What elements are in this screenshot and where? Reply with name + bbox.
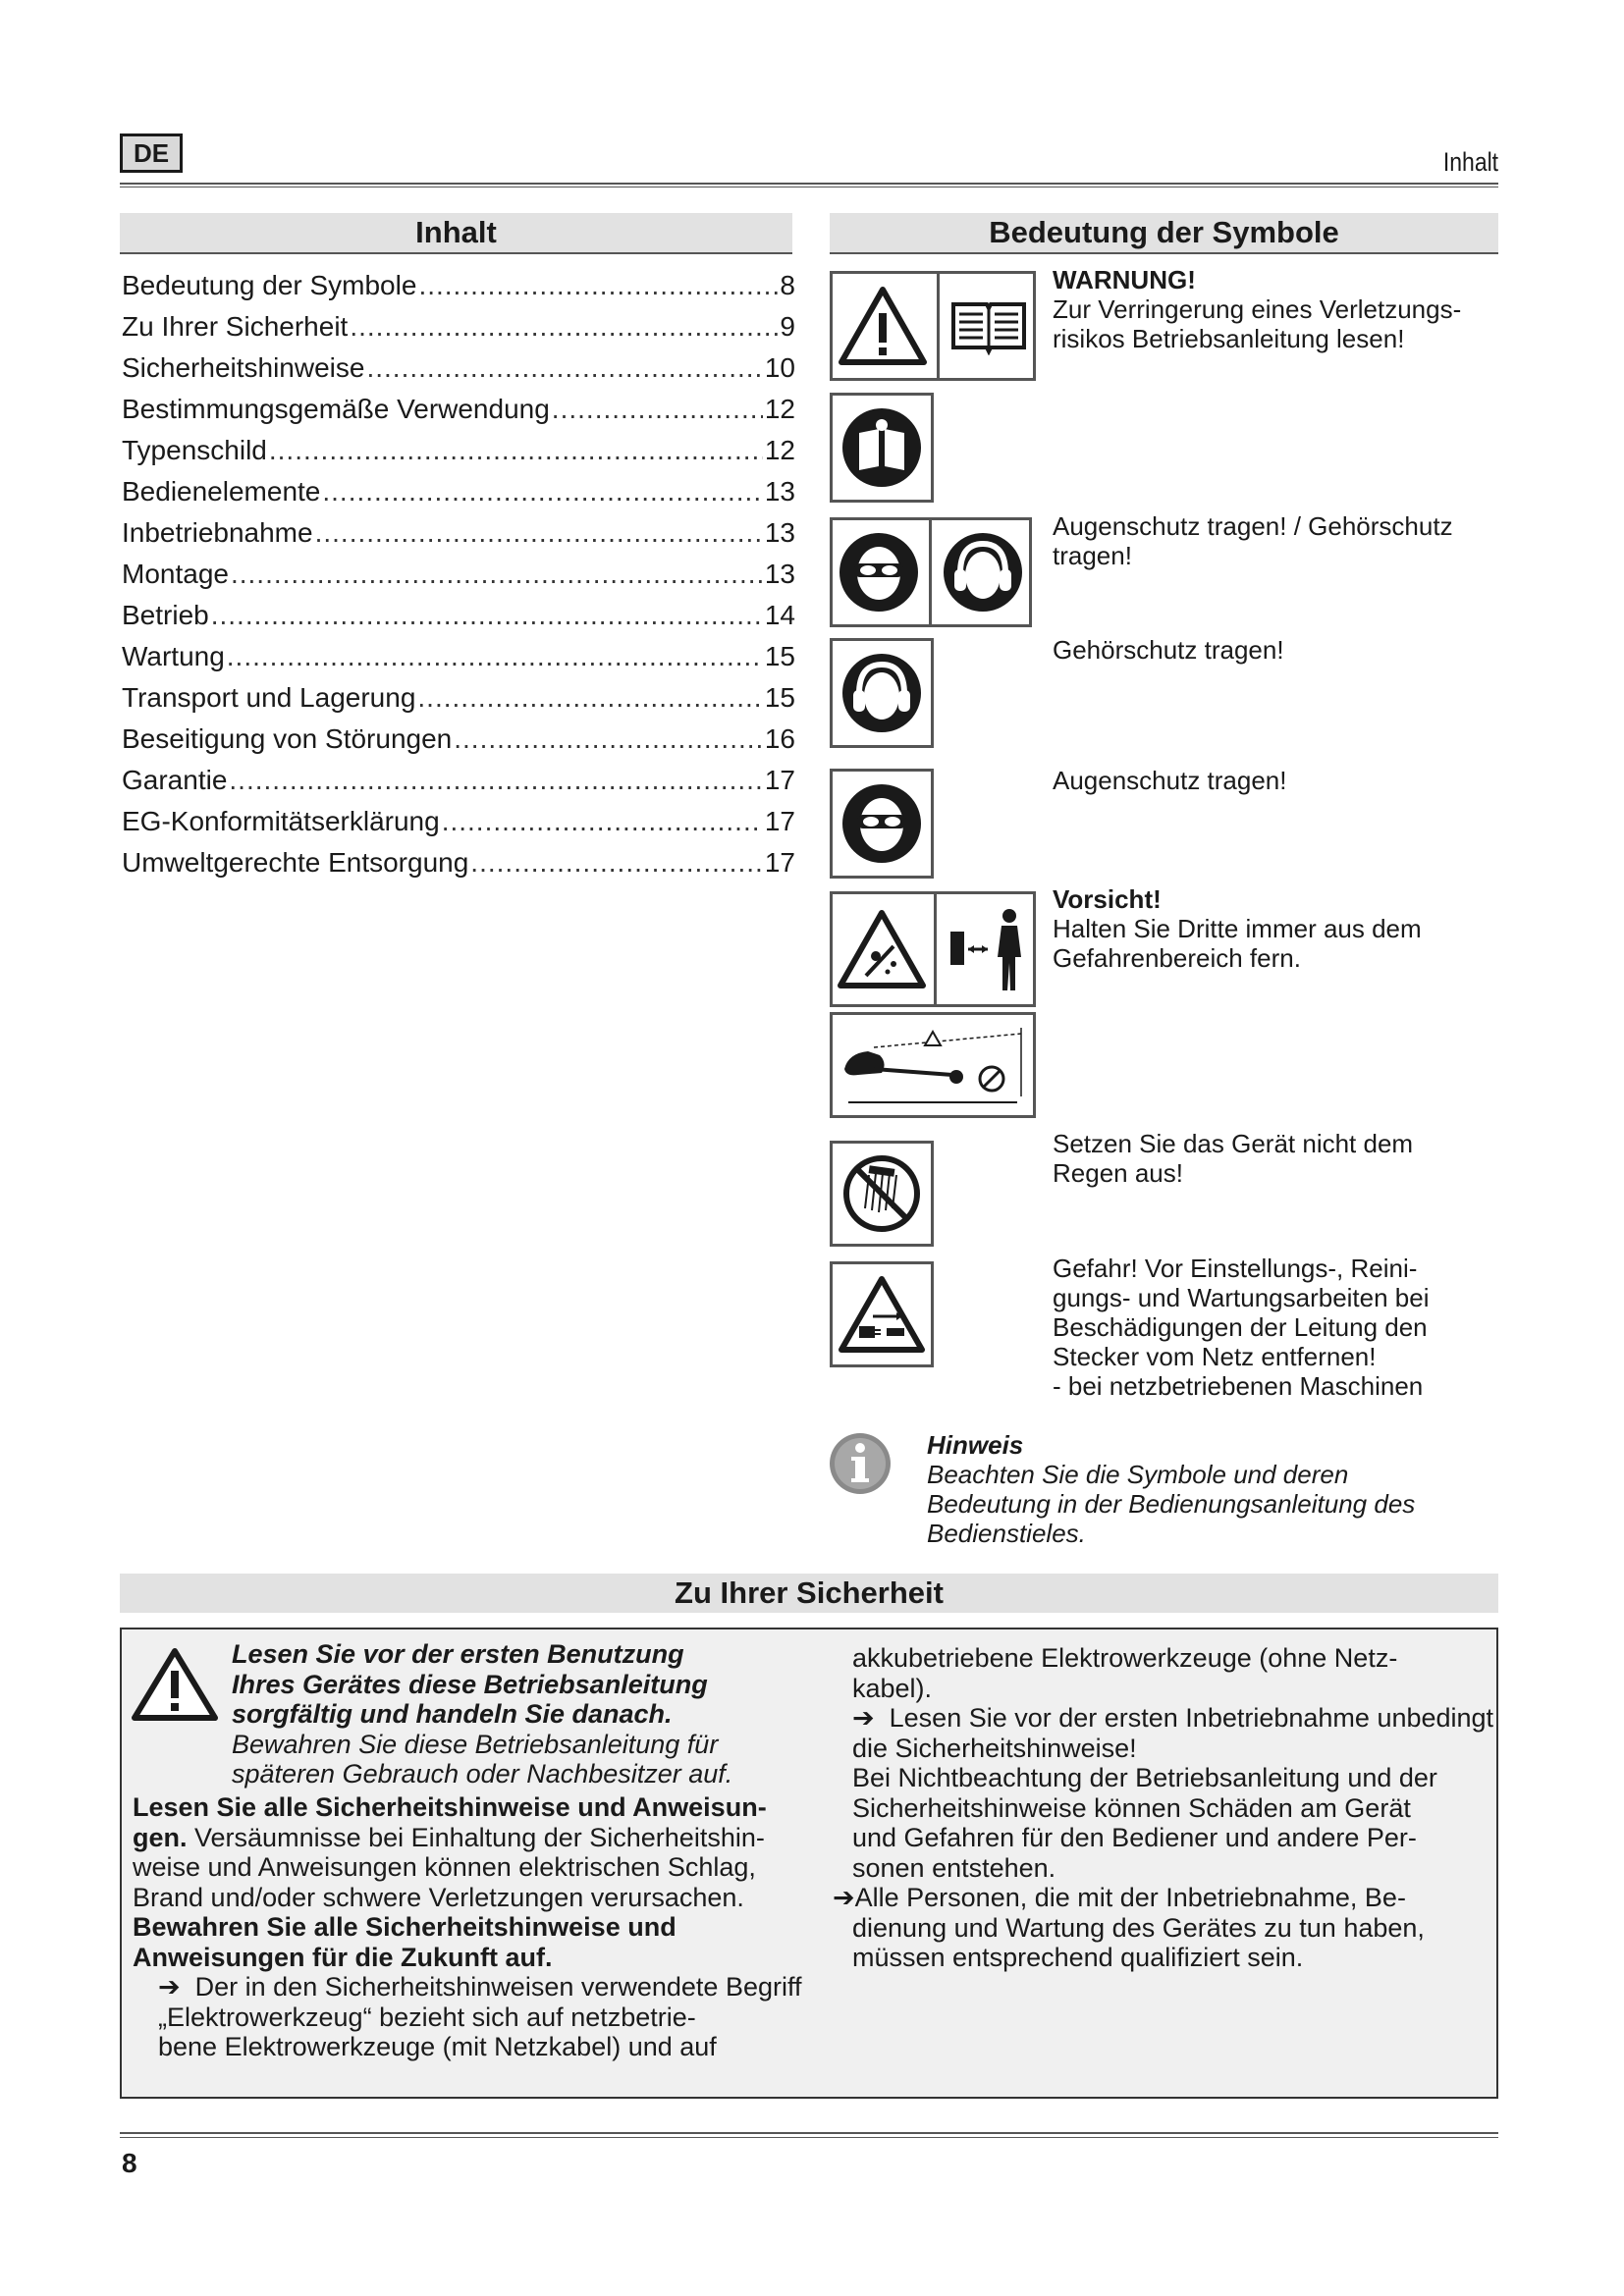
ear-protection-icon <box>839 651 924 735</box>
toc-entry[interactable]: Wartung ..... 15 <box>122 636 795 677</box>
eye-ear-text: Augenschutz tragen! / Gehörschutz tragen! <box>1053 511 1453 570</box>
note-text: Hinweis Beachten Sie die Symbole und deren Bedeutung in der Bedienungsanleitung des Bedienstieles. <box>927 1430 1416 1548</box>
unplug-symbol <box>830 1261 934 1367</box>
keep-distance-symbol <box>830 891 1036 1007</box>
caution-text: Vorsicht! Halten Sie Dritte immer aus dem Gefahrenbereich fern. <box>1053 884 1422 973</box>
toc-list <box>122 265 795 883</box>
ear-protection-icon <box>941 530 1025 614</box>
toc-entry[interactable]: Umweltgerechte Entsorgung ..... 17 <box>122 842 795 883</box>
no-rain-symbol <box>830 1141 934 1247</box>
manual-book-icon <box>949 296 1028 355</box>
safety-left-column: Lesen Sie alle Sicherheitshinweise und Anweisun- gen. Versäumnisse bei Einhaltung der Sicherheitshin- weise und Anweisungen können elektrischen Schlag, Brand und/oder schwere Verletzungen verursachen. Bewahren Sie alle Sicherheitshinweise und Anweisungen für die Zukunft auf. ➔ Der in den Sicherheitshinweisen verwendete Begriff „Elektrowerkzeug“ bezieht sich auf netzbetrie- bene Elektrowerkzeuge (mit Netzkabel) und auf <box>133 1792 802 2061</box>
toc-entry[interactable]: Sicherheitshinweise ..... 10 <box>122 347 795 389</box>
toc-entry[interactable]: Inbetriebnahme ..... 13 <box>122 512 795 554</box>
trimmer-safety-distance-icon <box>835 1018 1031 1112</box>
eye-protection-icon <box>837 530 921 614</box>
safety-heading: Zu Ihrer Sicherheit <box>120 1574 1498 1613</box>
toc-entry[interactable]: Bedeutung der Symbole ..... 8 <box>122 265 795 306</box>
danger-text: Gefahr! Vor Einstellungs-, Reini- gungs- und Wartungsarbeiten bei Beschädigungen der Leitung den Stecker vom Netz entfernen! - bei netzbetriebenen Maschinen <box>1053 1254 1430 1401</box>
eye-protection-icon <box>839 781 924 866</box>
footer-rule <box>120 2132 1498 2134</box>
warning-text: WARNUNG! Zur Verringerung eines Verletzungs- risikos Betriebsanleitung lesen! <box>1053 265 1462 353</box>
warning-triangle-icon <box>838 284 928 368</box>
safety-intro: Lesen Sie vor der ersten Benutzung Ihres Gerätes diese Betriebsanleitung sorgfältig und handeln Sie danach. Bewahren Sie diese Betriebsanleitung für späteren Gebrauch oder Nachbesitzer auf. <box>232 1639 733 1789</box>
eye-text: Augenschutz tragen! <box>1053 766 1287 795</box>
info-icon <box>828 1431 893 1496</box>
ear-protection-symbol <box>830 638 934 748</box>
rain-text: Setzen Sie das Gerät nicht dem Regen aus! <box>1053 1129 1414 1188</box>
symbols-heading: Bedeutung der Symbole <box>830 213 1498 254</box>
footer-rule-thin <box>120 2137 1498 2138</box>
warning-manual-symbol <box>830 271 1036 381</box>
language-badge: DE <box>120 133 183 173</box>
no-rain-icon <box>839 1151 924 1236</box>
toc-entry[interactable]: Typenschild ..... 12 <box>122 430 795 471</box>
safety-distance-symbol <box>830 1012 1036 1118</box>
arrow-icon: ➔ <box>158 1972 195 2002</box>
warning-triangle-icon <box>131 1645 219 1724</box>
arrow-icon: ➔ <box>833 1883 855 1912</box>
eye-ear-protection-symbol <box>830 517 1032 627</box>
toc-entry[interactable]: Bestimmungsgemäße Verwendung ..... 12 <box>122 389 795 430</box>
arrow-icon: ➔ <box>852 1703 890 1733</box>
toc-entry[interactable]: EG-Konformitätserklärung ..... 17 <box>122 801 795 842</box>
toc-entry[interactable]: Transport und Lagerung ..... 15 <box>122 677 795 719</box>
toc-entry[interactable]: Bedienelemente ..... 13 <box>122 471 795 512</box>
toc-entry[interactable]: Garantie ..... 17 <box>122 760 795 801</box>
toc-entry[interactable]: Zu Ihrer Sicherheit ..... 9 <box>122 306 795 347</box>
read-manual-icon <box>839 405 924 490</box>
page-number: 8 <box>122 2148 137 2178</box>
toc-heading: Inhalt <box>120 213 792 254</box>
running-header: Inhalt <box>1442 147 1498 177</box>
keep-bystanders-away-icon <box>945 902 1029 996</box>
header-rule <box>120 183 1498 185</box>
ear-text: Gehörschutz tragen! <box>1053 635 1284 665</box>
toc-entry[interactable]: Beseitigung von Störungen ..... 16 <box>122 719 795 760</box>
toc-entry[interactable]: Montage ..... 13 <box>122 554 795 595</box>
flying-debris-warning-icon <box>837 907 927 991</box>
toc-entry[interactable]: Betrieb ..... 14 <box>122 595 795 636</box>
eye-protection-symbol <box>830 769 934 879</box>
safety-right-column: akkubetriebene Elektrowerkzeuge (ohne Netz- kabel). ➔ Lesen Sie vor der ersten Inbetriebnahme unbedingt die Sicherheitshinweise! Bei Nichtbeachtung der Betriebsanleitung und der Sicherheitshinweise können Schäden am Gerät und Gefahren für den Bediener und andere Per- sonen entstehen. ➔Alle Personen, die mit der Inbetriebnahme, Be- dienung und Wartung des Gerätes zu tun haben, müssen entsprechend qualifiziert sein. <box>833 1643 1494 1972</box>
read-manual-symbol <box>830 393 934 503</box>
unplug-warning-icon <box>838 1273 926 1356</box>
